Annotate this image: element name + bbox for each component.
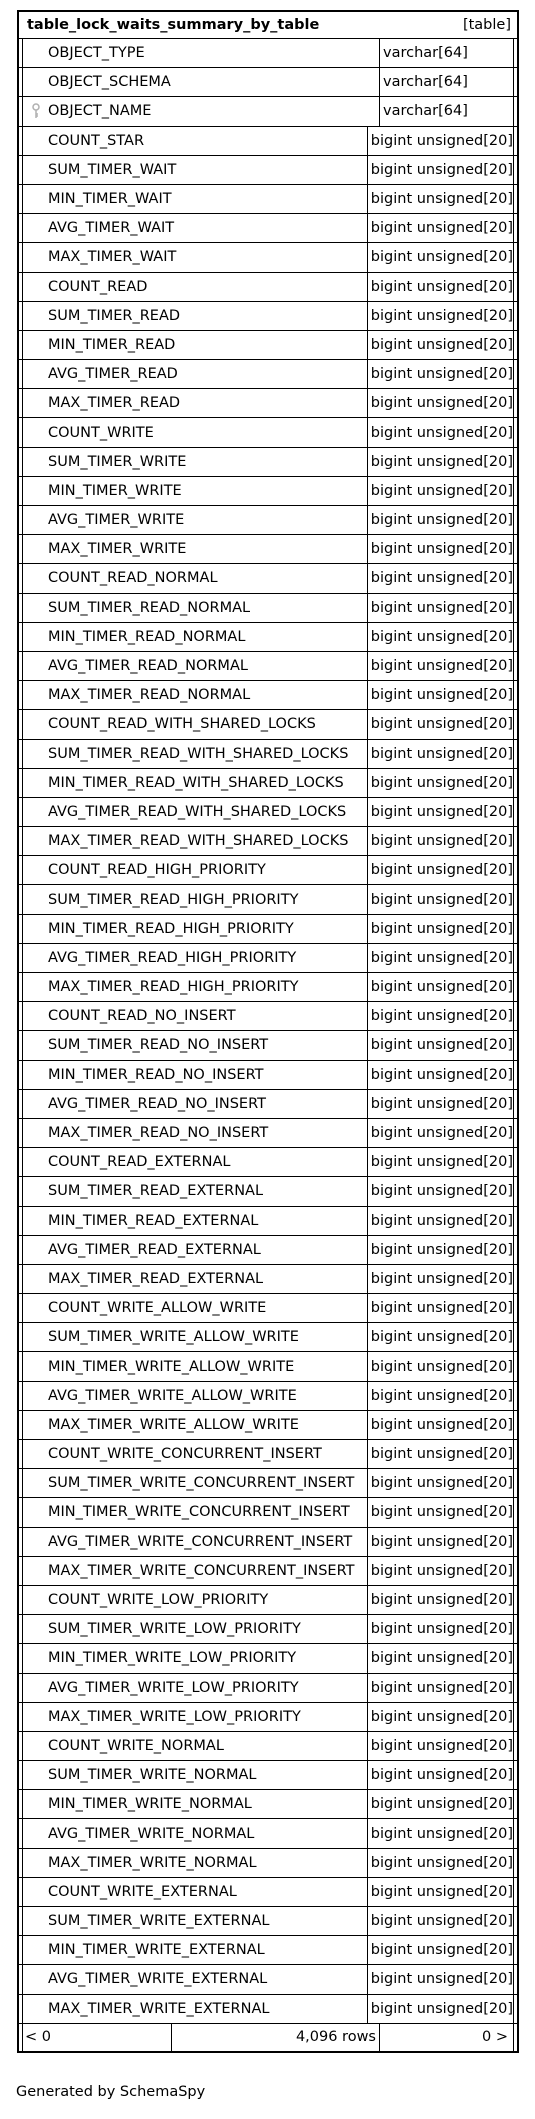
column-name-text: AVG_TIMER_WRITE_NORMAL [48,1825,255,1842]
column-name-text: MAX_TIMER_WRITE_ALLOW_WRITE [48,1416,299,1433]
column-row [19,1265,517,1294]
column-name [22,1177,368,1205]
column-name-text: COUNT_READ_NORMAL [48,570,218,587]
column-name-text: MIN_TIMER_READ_NORMAL [48,628,246,645]
column-row [19,1207,517,1236]
column-name [22,1265,368,1293]
column-name [22,1586,368,1614]
column-row [19,97,517,126]
column-name-text: MIN_TIMER_WRITE_NORMAL [48,1796,252,1813]
column-type: bigint unsigned[20] [368,1995,514,2023]
column-row [19,448,517,477]
column-name-text: MAX_TIMER_WRITE_CONCURRENT_INSERT [48,1562,355,1579]
column-row [19,1790,517,1819]
column-row [19,389,517,418]
column-type: bigint unsigned[20] [368,214,514,242]
column-name-text: MAX_TIMER_WRITE_NORMAL [48,1854,257,1871]
column-name [22,1440,368,1468]
column-type: bigint unsigned[20] [368,1411,514,1439]
column-type: bigint unsigned[20] [368,273,514,301]
column-name-text: SUM_TIMER_READ_NO_INSERT [48,1037,269,1054]
column-row [19,1849,517,1878]
column-row [19,185,517,214]
column-name-text: SUM_TIMER_WRITE_ALLOW_WRITE [48,1329,299,1346]
column-type: bigint unsigned[20] [368,1236,514,1264]
column-row [19,1703,517,1732]
column-name-text: SUM_TIMER_WAIT [48,161,177,178]
column-type: bigint unsigned[20] [368,1119,514,1147]
column-row [19,885,517,914]
table-node [17,10,519,2053]
column-row [19,1674,517,1703]
column-name-text: AVG_TIMER_READ_NORMAL [48,658,248,675]
column-name [22,1703,368,1731]
column-type: bigint unsigned[20] [368,243,514,271]
column-name-text: COUNT_WRITE_ALLOW_WRITE [48,1300,267,1317]
column-name [22,885,368,913]
column-name-text: MIN_TIMER_WRITE_EXTERNAL [48,1942,265,1959]
column-name-text: COUNT_READ_HIGH_PRIORITY [48,862,266,879]
column-row [19,1878,517,1907]
column-name [22,1615,368,1643]
column-name-text: COUNT_READ_WITH_SHARED_LOCKS [48,716,316,733]
column-name [22,1557,368,1585]
column-row [19,214,517,243]
column-type: bigint unsigned[20] [368,1644,514,1672]
column-name [22,1207,368,1235]
column-name-text: SUM_TIMER_READ_EXTERNAL [48,1183,264,1200]
column-type: bigint unsigned[20] [368,1323,514,1351]
column-type: bigint unsigned[20] [368,1177,514,1205]
column-row [19,360,517,389]
column-name [22,535,368,563]
column-row [19,594,517,623]
column-type: bigint unsigned[20] [368,360,514,388]
column-row [19,1440,517,1469]
column-row [19,127,517,156]
column-type: bigint unsigned[20] [368,1674,514,1702]
column-name [22,798,368,826]
column-name [22,68,380,96]
column-type: bigint unsigned[20] [368,973,514,1001]
column-row [19,535,517,564]
column-type: bigint unsigned[20] [368,1294,514,1322]
column-row [19,1411,517,1440]
column-name [22,39,380,67]
column-row [19,710,517,739]
column-name-text: COUNT_WRITE_CONCURRENT_INSERT [48,1446,322,1463]
column-name [22,944,368,972]
column-row [19,331,517,360]
column-row [19,1557,517,1586]
table-header [19,12,517,39]
column-type: bigint unsigned[20] [368,1061,514,1089]
column-name [22,1674,368,1702]
column-name [22,1411,368,1439]
column-type: bigint unsigned[20] [368,944,514,972]
column-name-text: MAX_TIMER_READ_EXTERNAL [48,1270,264,1287]
footer-row-count: 4,096 rows [172,2024,380,2051]
column-name [22,302,368,330]
column-name-text: AVG_TIMER_READ [48,366,178,383]
column-name-text: SUM_TIMER_READ_HIGH_PRIORITY [48,891,299,908]
column-name [22,1819,368,1847]
column-name [22,1965,368,1993]
column-name [22,1061,368,1089]
column-type: bigint unsigned[20] [368,856,514,884]
column-name [22,331,368,359]
column-name-text: AVG_TIMER_READ_HIGH_PRIORITY [48,949,297,966]
column-type: bigint unsigned[20] [368,1031,514,1059]
column-type: bigint unsigned[20] [368,1498,514,1526]
column-row [19,1323,517,1352]
column-name [22,827,368,855]
column-type: varchar[64] [380,97,514,125]
column-name-text: COUNT_READ_EXTERNAL [48,1154,231,1171]
column-type: bigint unsigned[20] [368,827,514,855]
column-type: bigint unsigned[20] [368,1002,514,1030]
column-type: bigint unsigned[20] [368,623,514,651]
column-row [19,798,517,827]
column-name-text: COUNT_WRITE_LOW_PRIORITY [48,1592,269,1609]
column-type: varchar[64] [380,68,514,96]
column-type: bigint unsigned[20] [368,389,514,417]
column-name-text: MIN_TIMER_WRITE_CONCURRENT_INSERT [48,1504,350,1521]
footer-parents-count: < 0 [22,2024,172,2051]
column-type: bigint unsigned[20] [368,1936,514,1964]
column-name [22,418,368,446]
column-name [22,856,368,884]
column-name-text: COUNT_READ [48,278,148,295]
column-name-text: AVG_TIMER_READ_EXTERNAL [48,1241,261,1258]
column-row [19,1995,517,2024]
column-name [22,1031,368,1059]
column-row [19,623,517,652]
column-type: bigint unsigned[20] [368,1148,514,1176]
column-row [19,740,517,769]
column-name [22,1528,368,1556]
column-name-text: MAX_TIMER_WRITE_LOW_PRIORITY [48,1708,301,1725]
column-name [22,1469,368,1497]
column-type: bigint unsigned[20] [368,1965,514,1993]
footer-children-count: 0 > [380,2024,514,2051]
column-name-text: MAX_TIMER_READ_NORMAL [48,687,251,704]
column-name-text: AVG_TIMER_READ_WITH_SHARED_LOCKS [48,803,347,820]
column-name-text: SUM_TIMER_WRITE_LOW_PRIORITY [48,1621,301,1638]
column-name [22,156,368,184]
column-row [19,506,517,535]
column-name-text: MAX_TIMER_READ_NO_INSERT [48,1125,269,1142]
column-name [22,477,368,505]
column-name [22,594,368,622]
column-type: bigint unsigned[20] [368,331,514,359]
column-name [22,1732,368,1760]
column-row [19,769,517,798]
column-type: bigint unsigned[20] [368,594,514,622]
column-name [22,97,380,125]
column-name [22,1790,368,1818]
column-type: bigint unsigned[20] [368,1352,514,1380]
column-type: bigint unsigned[20] [368,1761,514,1789]
column-row [19,1061,517,1090]
column-name-text: SUM_TIMER_READ [48,307,181,324]
column-name [22,1936,368,1964]
column-row [19,1352,517,1381]
column-type: bigint unsigned[20] [368,915,514,943]
column-name [22,1761,368,1789]
column-row [19,302,517,331]
column-row [19,1732,517,1761]
column-name-text: SUM_TIMER_WRITE_NORMAL [48,1767,257,1784]
column-row [19,1498,517,1527]
column-row [19,1586,517,1615]
column-row [19,1382,517,1411]
column-row [19,1965,517,1994]
column-type: bigint unsigned[20] [368,1440,514,1468]
column-name-text: MIN_TIMER_READ_HIGH_PRIORITY [48,920,294,937]
column-name-text: AVG_TIMER_WRITE_CONCURRENT_INSERT [48,1533,353,1550]
column-name [22,1323,368,1351]
column-name [22,1002,368,1030]
column-row [19,681,517,710]
column-type: bigint unsigned[20] [368,681,514,709]
column-type: bigint unsigned[20] [368,1907,514,1935]
column-name-text: MAX_TIMER_READ [48,395,181,412]
column-row [19,1177,517,1206]
column-type: varchar[64] [380,39,514,67]
column-name-text: MIN_TIMER_WRITE_LOW_PRIORITY [48,1650,297,1667]
column-name-text: COUNT_WRITE_NORMAL [48,1737,224,1754]
column-type: bigint unsigned[20] [368,1207,514,1235]
column-name-text: MIN_TIMER_READ_NO_INSERT [48,1066,264,1083]
column-row [19,1469,517,1498]
column-row [19,1090,517,1119]
column-name [22,564,368,592]
column-name [22,243,368,271]
column-name [22,1995,368,2023]
column-row [19,1031,517,1060]
column-name-text: OBJECT_NAME [48,103,152,120]
column-name [22,506,368,534]
column-name [22,769,368,797]
column-name-text: AVG_TIMER_WRITE [48,512,185,529]
column-row [19,1819,517,1848]
column-name [22,973,368,1001]
column-name [22,1294,368,1322]
column-name-text: AVG_TIMER_WRITE_ALLOW_WRITE [48,1387,297,1404]
column-type: bigint unsigned[20] [368,885,514,913]
table-type-label: [table] [462,17,511,33]
column-name-text: COUNT_WRITE [48,424,154,441]
column-type: bigint unsigned[20] [368,1703,514,1731]
column-name [22,1382,368,1410]
column-name-text: OBJECT_SCHEMA [48,74,171,91]
column-type: bigint unsigned[20] [368,1878,514,1906]
column-row [19,564,517,593]
column-name-text: COUNT_WRITE_EXTERNAL [48,1883,237,1900]
column-name [22,448,368,476]
column-type: bigint unsigned[20] [368,1790,514,1818]
column-name-text: SUM_TIMER_WRITE_CONCURRENT_INSERT [48,1475,355,1492]
column-name-text: MIN_TIMER_READ_WITH_SHARED_LOCKS [48,774,344,791]
column-type: bigint unsigned[20] [368,1849,514,1877]
column-name [22,360,368,388]
column-name-text: SUM_TIMER_WRITE_EXTERNAL [48,1913,270,1930]
column-type: bigint unsigned[20] [368,477,514,505]
column-type: bigint unsigned[20] [368,506,514,534]
column-type: bigint unsigned[20] [368,1819,514,1847]
column-name-text: MIN_TIMER_READ_EXTERNAL [48,1212,259,1229]
generated-by-caption: Generated by SchemaSpy [16,2084,206,2100]
column-row [19,1002,517,1031]
column-type: bigint unsigned[20] [368,798,514,826]
column-row [19,1528,517,1557]
column-row [19,1907,517,1936]
column-type: bigint unsigned[20] [368,1732,514,1760]
column-type: bigint unsigned[20] [368,710,514,738]
column-row [19,68,517,97]
column-name [22,1907,368,1935]
column-name [22,681,368,709]
column-row [19,1761,517,1790]
column-name-text: COUNT_READ_NO_INSERT [48,1008,236,1025]
column-name-text: AVG_TIMER_READ_NO_INSERT [48,1095,266,1112]
column-name-text: MAX_TIMER_WAIT [48,249,177,266]
column-name [22,652,368,680]
column-type: bigint unsigned[20] [368,564,514,592]
column-type: bigint unsigned[20] [368,302,514,330]
column-row [19,652,517,681]
column-type: bigint unsigned[20] [368,535,514,563]
column-name-text: MAX_TIMER_READ_WITH_SHARED_LOCKS [48,833,349,850]
column-type: bigint unsigned[20] [368,652,514,680]
column-row [19,944,517,973]
column-list [19,39,517,2024]
column-row [19,973,517,1002]
column-name [22,273,368,301]
column-name [22,1148,368,1176]
column-name [22,1090,368,1118]
table-name: table_lock_waits_summary_by_table [27,17,320,33]
column-name-text: SUM_TIMER_READ_WITH_SHARED_LOCKS [48,745,349,762]
column-row [19,273,517,302]
column-row [19,243,517,272]
column-row [19,1148,517,1177]
column-name-text: MIN_TIMER_READ [48,336,176,353]
column-type: bigint unsigned[20] [368,1557,514,1585]
column-name-text: MAX_TIMER_READ_HIGH_PRIORITY [48,979,299,996]
key-icon [31,103,41,119]
column-type: bigint unsigned[20] [368,1586,514,1614]
column-name-text: MAX_TIMER_WRITE [48,541,187,558]
column-name-text: AVG_TIMER_WAIT [48,220,175,237]
column-row [19,1936,517,1965]
column-type: bigint unsigned[20] [368,156,514,184]
column-name-text: MIN_TIMER_WAIT [48,191,172,208]
column-name-text: COUNT_STAR [48,132,145,149]
column-row [19,827,517,856]
column-name-text: SUM_TIMER_READ_NORMAL [48,599,251,616]
column-name [22,915,368,943]
column-type: bigint unsigned[20] [368,1382,514,1410]
column-name [22,1236,368,1264]
column-name [22,127,368,155]
column-name-text: AVG_TIMER_WRITE_EXTERNAL [48,1971,268,1988]
column-row [19,418,517,447]
column-name [22,1878,368,1906]
column-row [19,856,517,885]
column-name [22,185,368,213]
column-type: bigint unsigned[20] [368,448,514,476]
column-row [19,1119,517,1148]
column-name [22,1352,368,1380]
column-name-text: MIN_TIMER_WRITE_ALLOW_WRITE [48,1358,295,1375]
column-type: bigint unsigned[20] [368,1615,514,1643]
column-type: bigint unsigned[20] [368,418,514,446]
column-name [22,214,368,242]
column-type: bigint unsigned[20] [368,1090,514,1118]
column-name [22,1119,368,1147]
column-type: bigint unsigned[20] [368,740,514,768]
column-row [19,39,517,68]
column-row [19,1615,517,1644]
column-name-text: SUM_TIMER_WRITE [48,453,187,470]
column-row [19,477,517,506]
column-row [19,1294,517,1323]
column-name [22,389,368,417]
table-footer [19,2024,517,2051]
column-name [22,1849,368,1877]
column-name-text: AVG_TIMER_WRITE_LOW_PRIORITY [48,1679,299,1696]
column-name-text: MAX_TIMER_WRITE_EXTERNAL [48,2000,270,2017]
column-name [22,1498,368,1526]
column-type: bigint unsigned[20] [368,127,514,155]
column-name-text: MIN_TIMER_WRITE [48,482,182,499]
column-type: bigint unsigned[20] [368,1528,514,1556]
column-name [22,710,368,738]
column-name [22,740,368,768]
column-row [19,915,517,944]
column-name-text: OBJECT_TYPE [48,45,145,62]
column-row [19,1644,517,1673]
column-name [22,1644,368,1672]
column-type: bigint unsigned[20] [368,1469,514,1497]
column-type: bigint unsigned[20] [368,1265,514,1293]
column-row [19,1236,517,1265]
column-name [22,623,368,651]
column-row [19,156,517,185]
column-type: bigint unsigned[20] [368,185,514,213]
column-type: bigint unsigned[20] [368,769,514,797]
